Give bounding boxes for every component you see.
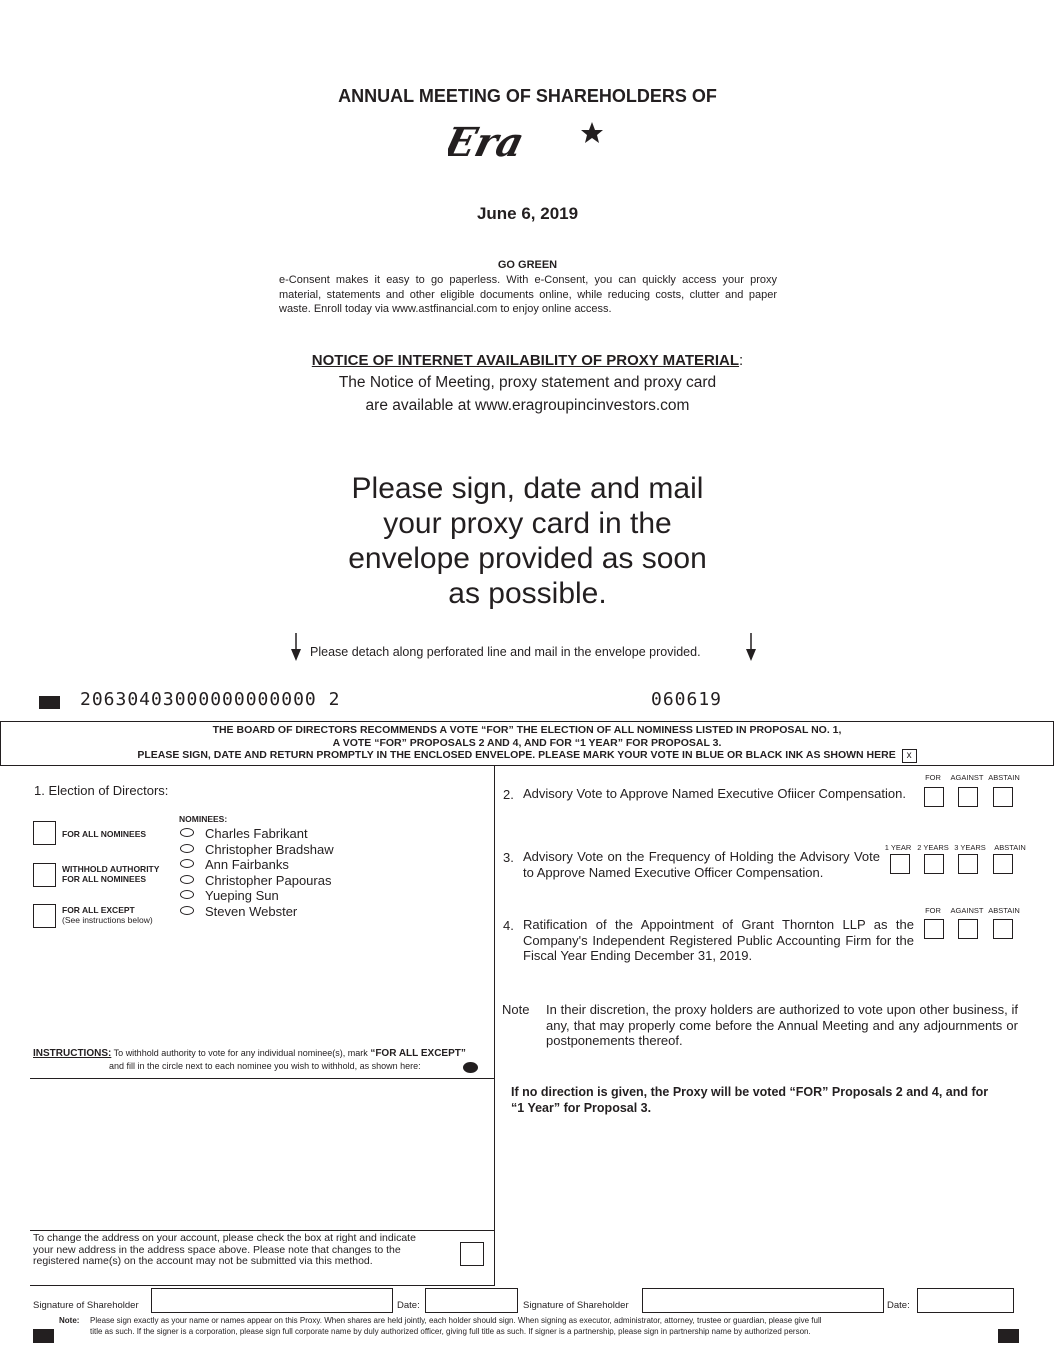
instructions-label: INSTRUCTIONS: [33, 1048, 112, 1059]
proposal3-text: Advisory Vote on the Frequency of Holding the Advisory Vote to Approve Named Executive Officer Compensation. [523, 849, 880, 880]
for-all-except-line1: FOR ALL EXCEPT [62, 905, 135, 915]
withhold-line2: FOR ALL NOMINEES [62, 874, 147, 884]
withhold-authority-label [62, 864, 159, 884]
notice-heading-line [0, 352, 1055, 369]
signature-label: Signature of Shareholder [33, 1300, 139, 1311]
instructions [33, 1047, 493, 1060]
nominees-heading: NOMINEES: [179, 814, 228, 824]
column-header: ABSTAIN [988, 773, 1020, 782]
account-number: 20630403000000000000 2 [80, 689, 341, 710]
signature-field-2[interactable] [642, 1288, 884, 1313]
withhold-line1: WITHHOLD AUTHORITY [62, 864, 160, 874]
meeting-title: ANNUAL MEETING OF SHAREHOLDERS OF [338, 86, 717, 106]
for-all-nominees-checkbox[interactable] [33, 821, 56, 845]
proposal2-abstain-checkbox[interactable] [993, 787, 1013, 807]
recommendation-line2: A VOTE “FOR” PROPOSALS 2 AND 4, AND FOR “1 YEAR” FOR PROPOSAL 3. [332, 736, 722, 749]
mail-message-line3: envelope provided as soon [348, 542, 707, 575]
notice-line2: are available at www.eragroupincinvestors.com [365, 397, 690, 414]
date-label: Date: [397, 1300, 420, 1311]
left-divider [30, 1285, 494, 1286]
notice-line1: The Notice of Meeting, proxy statement and proxy card [338, 374, 717, 391]
column-header: 2 YEARS [917, 843, 949, 852]
proposal1-title: 1. Election of Directors: [34, 783, 169, 798]
left-divider [30, 1078, 494, 1079]
note-label: Note [502, 1002, 530, 1017]
signature-note-label: Note: [59, 1316, 80, 1325]
instructions-text1: To withhold authority to vote for any individual nominee(s), mark [111, 1048, 371, 1058]
for-all-except-line2: (See instructions below) [62, 915, 153, 925]
proposal2-text: Advisory Vote to Approve Named Executive Ofiicer Compensation. [523, 786, 906, 801]
address-change-checkbox[interactable] [460, 1242, 484, 1266]
meeting-date: June 6, 2019 [476, 204, 579, 223]
left-divider [30, 1230, 494, 1231]
column-header: ABSTAIN [994, 843, 1026, 852]
mail-message-line4: as possible. [448, 577, 607, 610]
registration-mark [998, 1329, 1019, 1343]
date-label: Date: [887, 1300, 910, 1311]
nominee-name: Steven Webster [205, 904, 298, 919]
signature-note-line2: title as such. If the signer is a corporation, please sign full corporate name by duly authorized officer, giving full title as such. If signer is a partnership, please sign in partnership name by authorized person. [90, 1327, 811, 1336]
nominee-circle[interactable] [180, 890, 194, 899]
recommendation-line3: PLEASE SIGN, DATE AND RETURN PROMPTLY IN THE ENCLOSED ENVELOPE. PLEASE MARK YOUR VOTE IN BLUE OR BLACK INK AS SHOWN HERE [137, 749, 896, 761]
down-arrow-icon [746, 633, 756, 661]
column-header: AGAINST [950, 773, 984, 782]
column-header: FOR [925, 906, 941, 915]
proposal3-3-years-checkbox[interactable] [958, 854, 978, 874]
board-recommendation-box [0, 721, 1054, 766]
nominee-name: Yueping Sun [205, 888, 279, 903]
instructions-line2: and fill in the circle next to each nominee you wish to withhold, as shown here: [109, 1061, 421, 1071]
nominee-name: Charles Fabrikant [205, 826, 308, 841]
proposal2-number: 2. [503, 787, 514, 802]
note-text: In their discretion, the proxy holders are authorized to vote upon other business, if any, that may properly come before the Annual Meeting and any adjournments or postponements thereof. [546, 1002, 1018, 1048]
filled-circle-example-icon [463, 1062, 478, 1073]
column-header: 3 YEARS [954, 843, 986, 852]
signature-label: Signature of Shareholder [523, 1300, 629, 1311]
mark-example-box: x [902, 749, 917, 763]
proposal2-for-checkbox[interactable] [924, 787, 944, 807]
proposal4-against-checkbox[interactable] [958, 919, 978, 939]
nominee-circle[interactable] [180, 844, 194, 853]
svg-text:Era: Era [448, 118, 529, 166]
era-logo-graphic [448, 116, 608, 168]
detach-instruction: Please detach along perforated line and mail in the envelope provided. [310, 645, 701, 659]
proposal4-number: 4. [503, 918, 514, 933]
mail-message-line1: Please sign, date and mail [351, 472, 704, 505]
nominee-circle[interactable] [180, 906, 194, 915]
nominee-name: Christopher Papouras [205, 873, 332, 888]
registration-mark [33, 1329, 54, 1343]
proposal3-1-year-checkbox[interactable] [890, 854, 910, 874]
column-header: 1 YEAR [884, 843, 912, 852]
down-arrow-icon [291, 633, 301, 661]
notice-heading: NOTICE OF INTERNET AVAILABILITY OF PROXY MATERIAL [311, 352, 740, 369]
signature-field-1[interactable] [151, 1288, 393, 1313]
proposal4-abstain-checkbox[interactable] [993, 919, 1013, 939]
nominee-name: Christopher Bradshaw [205, 842, 334, 857]
date-field-1[interactable] [425, 1288, 518, 1313]
proposal4-for-checkbox[interactable] [924, 919, 944, 939]
recommendation-line1: THE BOARD OF DIRECTORS RECOMMENDS A VOTE “FOR” THE ELECTION OF ALL NOMINESS LISTED IN PROPOSAL NO. 1, [212, 724, 842, 736]
nominee-name: Ann Fairbanks [205, 857, 289, 872]
date-field-2[interactable] [917, 1288, 1014, 1313]
nominee-circle[interactable] [180, 859, 194, 868]
for-all-except-label [62, 905, 153, 925]
proposal3-abstain-checkbox[interactable] [993, 854, 1013, 874]
for-all-except-checkbox[interactable] [33, 904, 56, 928]
column-divider [494, 766, 495, 1286]
instructions-emphasis: “FOR ALL EXCEPT” [370, 1048, 466, 1059]
recommendation-line3-wrap [1, 749, 1053, 763]
default-vote-text: If no direction is given, the Proxy will be voted “FOR” Proposals 2 and 4, and for “1 Year” for Proposal 3. [511, 1085, 989, 1115]
registration-mark [39, 696, 60, 709]
nominee-circle[interactable] [180, 828, 194, 837]
proposal3-number: 3. [503, 850, 514, 865]
column-header: AGAINST [950, 906, 984, 915]
column-header: FOR [925, 773, 941, 782]
era-logo [448, 116, 608, 168]
go-green-heading: GO GREEN [497, 259, 558, 271]
for-all-nominees-label: FOR ALL NOMINEES [62, 829, 147, 839]
notice-colon: : [739, 352, 744, 369]
withhold-authority-checkbox[interactable] [33, 863, 56, 887]
signature-note-line1: Please sign exactly as your name or names appear on this Proxy. When shares are held jointly, each holder should sign. When signing as executor, administrator, attorney, trustee or guardian, please give full [90, 1316, 822, 1325]
mail-message-line2: your proxy card in the [383, 507, 672, 540]
column-header: ABSTAIN [988, 906, 1020, 915]
nominee-circle[interactable] [180, 875, 194, 884]
mail-message [0, 471, 1055, 611]
go-green-body: e-Consent makes it easy to go paperless. With e-Consent, you can quickly access your proxy material, statements and other eligible documents online, while reducing costs, clutter and paper waste. Enroll today via www.astfinancial.com to enjoy online access. [279, 274, 777, 315]
address-change-text: To change the address on your account, please check the box at right and indicate your new address in the address space above. Please note that changes to the registered name(s) on the account may not be submitted via this method. [33, 1232, 416, 1267]
proposal3-2-years-checkbox[interactable] [924, 854, 944, 874]
date-code: 060619 [651, 689, 723, 710]
proposal2-against-checkbox[interactable] [958, 787, 978, 807]
proposal4-text: Ratification of the Appointment of Grant Thornton LLP as the Company's Independent Registered Public Accounting Firm for the Fiscal Year Ending December 31, 2019. [523, 917, 914, 963]
